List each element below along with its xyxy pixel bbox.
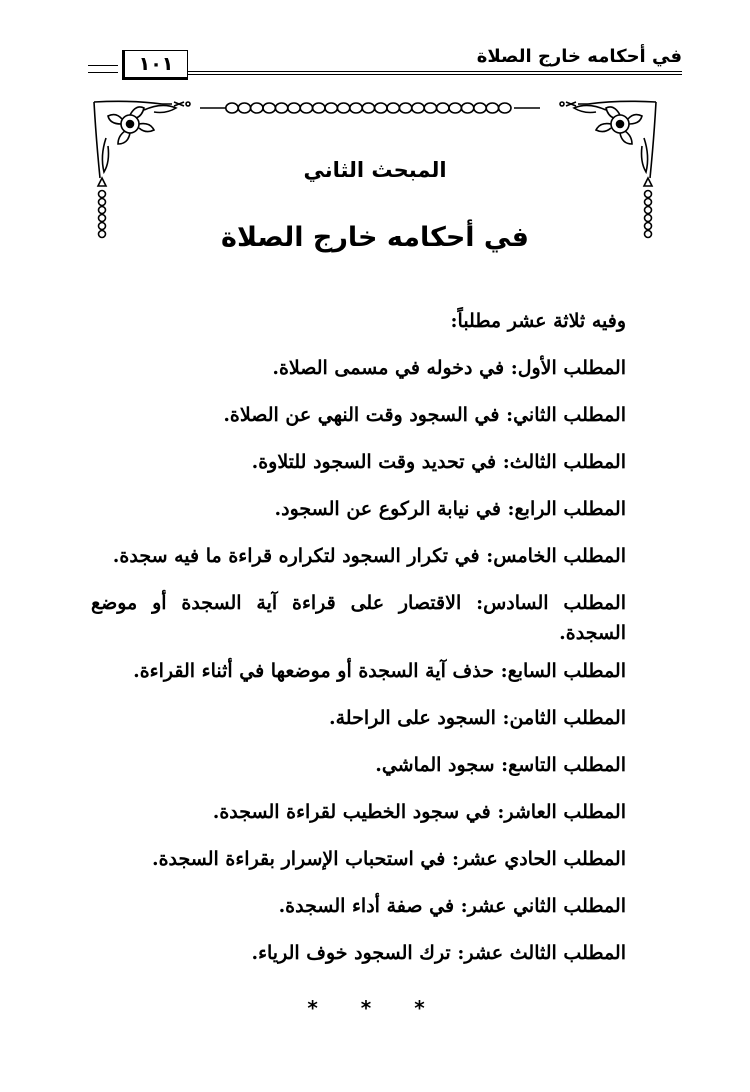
list-item bbox=[91, 703, 626, 733]
chain-ring bbox=[362, 103, 374, 113]
chain-ring bbox=[350, 103, 362, 113]
item-text: في السجود وقت النهي عن الصلاة. bbox=[223, 404, 500, 426]
chain-ring bbox=[375, 103, 387, 113]
page-header bbox=[88, 40, 682, 80]
list-item bbox=[91, 353, 626, 383]
item-text: في صفة أداء السجدة. bbox=[278, 895, 455, 917]
chain-ring bbox=[337, 103, 349, 113]
chain-ring bbox=[399, 103, 411, 113]
chain-ring bbox=[275, 103, 287, 113]
item-key: المطلب التاسع: bbox=[501, 754, 626, 776]
chain-ring bbox=[499, 103, 511, 113]
list-item bbox=[91, 797, 626, 827]
chain-ring bbox=[313, 103, 325, 113]
list-item bbox=[91, 656, 626, 686]
item-text: سجود الماشي. bbox=[375, 754, 495, 776]
header-rule bbox=[188, 71, 682, 75]
chain-ring bbox=[288, 103, 300, 113]
item-key: المطلب الثامن: bbox=[502, 707, 626, 729]
item-text: في استحباب الإسرار بقراءة السجدة. bbox=[151, 848, 446, 870]
item-key: المطلب السادس: bbox=[476, 592, 626, 614]
chain-ring bbox=[461, 103, 473, 113]
chain-ring bbox=[238, 103, 250, 113]
section-heading: المبحث الثاني bbox=[303, 158, 447, 182]
page-number: ١٠١ bbox=[122, 50, 188, 80]
item-key: المطلب الأول: bbox=[510, 357, 626, 379]
item-text: في سجود الخطيب لقراءة السجدة. bbox=[212, 801, 491, 823]
list-item bbox=[91, 400, 626, 430]
list-item bbox=[91, 844, 626, 874]
item-key: المطلب الحادي عشر: bbox=[451, 848, 626, 870]
list-item bbox=[91, 494, 626, 524]
item-key: المطلب العاشر: bbox=[497, 801, 626, 823]
chain-ring bbox=[226, 103, 238, 113]
chain-ring bbox=[424, 103, 436, 113]
chain-ring bbox=[325, 103, 337, 113]
list-item bbox=[91, 588, 626, 648]
chain-ring bbox=[449, 103, 461, 113]
chain-ring bbox=[263, 103, 275, 113]
item-key: المطلب الخامس: bbox=[486, 545, 626, 567]
chain-ring bbox=[437, 103, 449, 113]
list-item bbox=[91, 447, 626, 477]
item-key: المطلب الثاني عشر: bbox=[460, 895, 626, 917]
ring-chain-border-icon bbox=[200, 98, 540, 118]
item-key: المطلب الثالث: bbox=[502, 451, 626, 473]
item-text: في دخوله في مسمى الصلاة. bbox=[272, 357, 505, 379]
item-text: الاقتصار على قراءة آية السجدة أو موضع السجدة. bbox=[91, 592, 626, 644]
item-text: في تحديد وقت السجود للتلاوة. bbox=[251, 451, 497, 473]
item-text: حذف آية السجدة أو موضعها في أثناء القراءة. bbox=[133, 660, 494, 682]
item-key: المطلب الثاني: bbox=[506, 404, 626, 426]
list-item bbox=[91, 938, 626, 968]
item-text: السجود على الراحلة. bbox=[329, 707, 496, 729]
page-number-dashes bbox=[88, 65, 118, 73]
end-mark: * * * bbox=[307, 996, 443, 1020]
chain-ring bbox=[387, 103, 399, 113]
item-key: المطلب الرابع: bbox=[507, 498, 626, 520]
item-text: في نيابة الركوع عن السجود. bbox=[274, 498, 501, 520]
list-item bbox=[91, 891, 626, 921]
list-item bbox=[91, 541, 626, 571]
chain-ring bbox=[251, 103, 263, 113]
chain-ring bbox=[412, 103, 424, 113]
item-key: المطلب الثالث عشر: bbox=[457, 942, 626, 964]
chain-ring bbox=[300, 103, 312, 113]
chain-ring bbox=[486, 103, 498, 113]
running-title: في أحكامه خارج الصلاة bbox=[476, 46, 682, 67]
item-text: ترك السجود خوف الرياء. bbox=[251, 942, 451, 964]
section-title: في أحكامه خارج الصلاة bbox=[221, 222, 529, 253]
intro-line: وفيه ثلاثة عشر مطلباً: bbox=[450, 310, 626, 332]
item-text: في تكرار السجود لتكراره قراءة ما فيه سجدة. bbox=[112, 545, 480, 567]
chain-ring bbox=[474, 103, 486, 113]
list-item bbox=[91, 750, 626, 780]
item-key: المطلب السابع: bbox=[500, 660, 626, 682]
document-body bbox=[91, 305, 626, 985]
